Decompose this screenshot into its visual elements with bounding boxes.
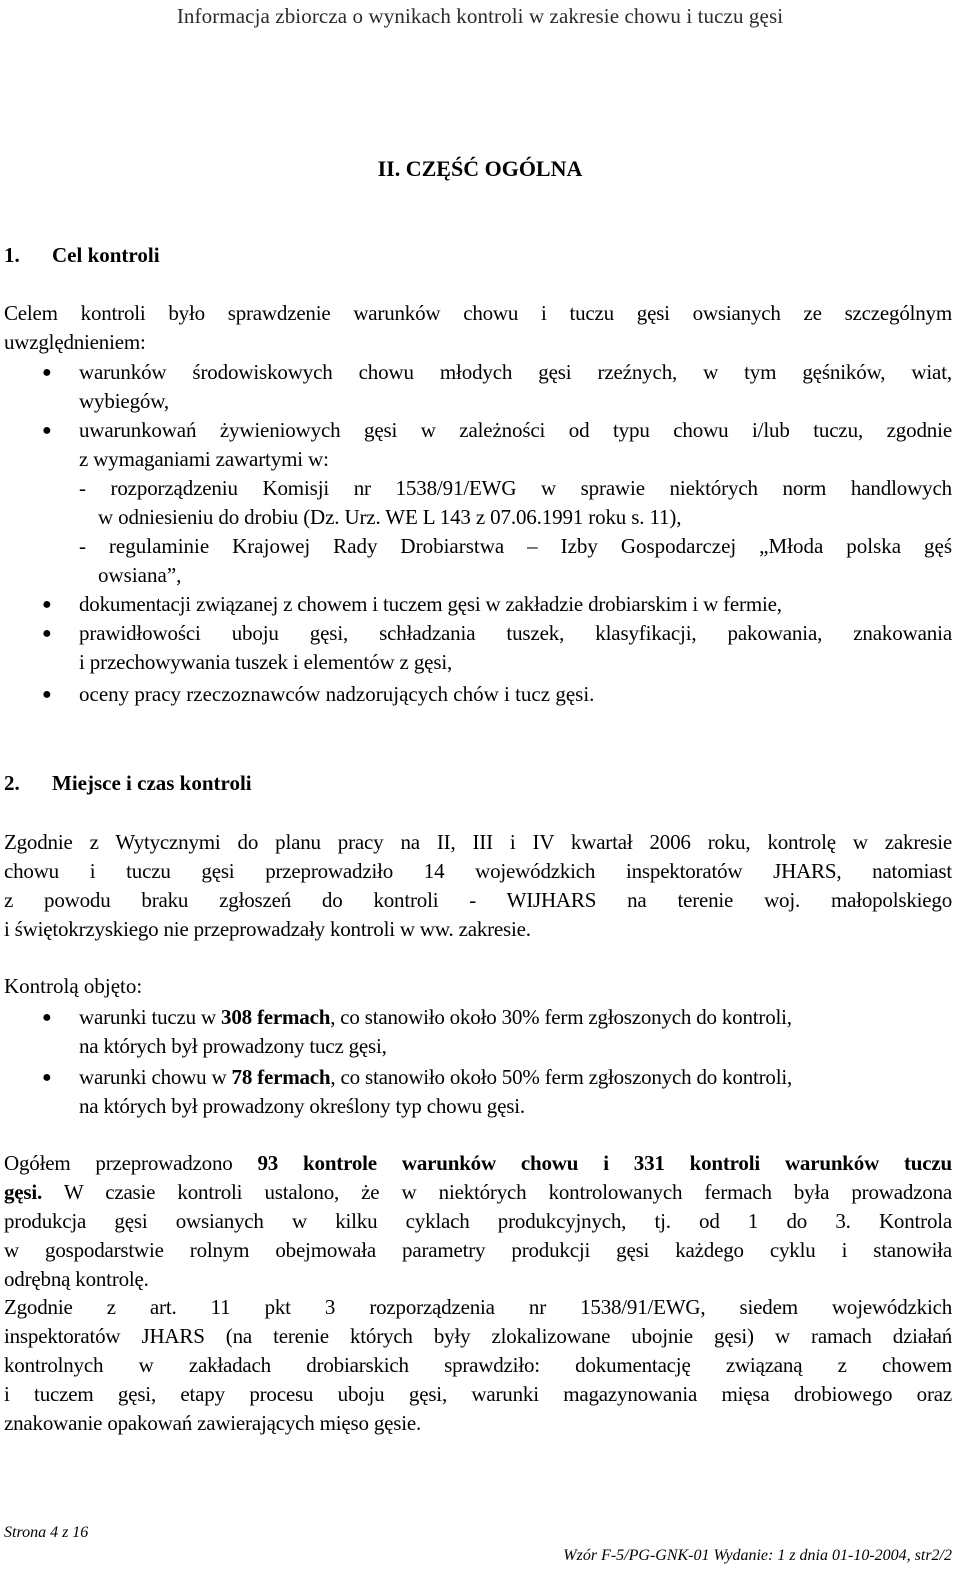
- heading-miejsce-i-czas: [4, 771, 252, 796]
- heading-number: 1.: [4, 243, 20, 267]
- miejsce-paragraph-3: [4, 1293, 952, 1438]
- text-line: z wymaganiami zawartymi w:: [79, 447, 329, 471]
- text-line: i tuczem gęsi, etapy procesu uboju gęsi, warunki magazynowania mięsa drobiowego oraz: [4, 1382, 952, 1406]
- bullet-icon: ●: [42, 596, 52, 613]
- text-line: kontrolnych w zakładach drobiarskich sprawdziło: dokumentację związaną z chowem: [4, 1353, 952, 1377]
- text-line: - rozporządzeniu Komisji nr 1538/91/EWG w sprawie niektórych norm handlowych: [79, 476, 952, 500]
- text-span: warunki chowu w: [79, 1065, 232, 1089]
- page-number: Strona 4 z 16: [4, 1524, 89, 1541]
- list-item: [0, 358, 952, 416]
- text-line: z powodu braku zgłoszeń do kontroli - WIJHARS na terenie woj. małopolskiego: [4, 888, 952, 912]
- list-item: [0, 474, 952, 532]
- heading-text: Cel kontroli: [52, 243, 160, 267]
- text-line: w odniesieniu do drobiu (Dz. Urz. WE L 143 z 07.06.1991 roku s. 11),: [98, 505, 682, 529]
- text-line: owsiana”,: [98, 563, 182, 587]
- page-header: Informacja zbiorcza o wynikach kontroli w zakresie chowu i tuczu gęsi: [176, 4, 784, 28]
- list-item: [0, 1003, 952, 1061]
- list-item: [0, 590, 952, 619]
- list-item: [0, 532, 952, 590]
- list-item: [0, 680, 952, 709]
- bullet-icon: ●: [42, 625, 52, 642]
- section-title: II. CZĘŚĆ OGÓLNA: [377, 156, 583, 181]
- heading-cel-kontroli: [4, 243, 160, 268]
- miejsce-paragraph-1: [4, 828, 952, 944]
- text-span: warunki tuczu w: [79, 1005, 222, 1029]
- text-line: uwzględnieniem:: [4, 330, 146, 354]
- text-line: w gospodarstwie rolnym obejmowała parametry produkcji gęsi każdego cyklu i stanowiła: [4, 1238, 952, 1262]
- miejsce-paragraph-2: [4, 1149, 952, 1294]
- text-span: , co stanowiło około 30% ferm zgłoszonych do kontroli,: [330, 1005, 792, 1029]
- text-line: - regulaminie Krajowej Rady Drobiarstwa – Izby Gospodarczej „Młoda polska gęś: [79, 534, 952, 558]
- bold-summary: gęsi.: [4, 1180, 43, 1204]
- text-line: prawidłowości uboju gęsi, schładzania tuszek, klasyfikacji, pakowania, znakowania: [79, 621, 952, 645]
- text-line: Celem kontroli było sprawdzenie warunków chowu i tuczu gęsi owsianych ze szczególnym: [4, 301, 952, 325]
- bullet-icon: ●: [42, 422, 52, 439]
- bullet-icon: ●: [42, 1069, 52, 1086]
- bullet-icon: ●: [42, 686, 52, 703]
- text-line: dokumentacji związanej z chowem i tuczem gęsi w zakładzie drobiarskim i w fermie,: [79, 592, 782, 616]
- bold-summary: 93 kontrole warunków chowu i 331 kontroli warunków tuczu: [257, 1151, 952, 1175]
- objeto-bullet-list: [0, 1003, 952, 1121]
- text-line: Zgodnie z art. 11 pkt 3 rozporządzenia nr 1538/91/EWG, siedem wojewódzkich: [4, 1295, 952, 1319]
- bold-count: 308 fermach: [221, 1005, 331, 1029]
- text-line: inspektoratów JHARS (na terenie których były zlokalizowane ubojnie gęsi) w ramach działań: [4, 1324, 952, 1348]
- text-span: Ogółem przeprowadzono: [4, 1151, 258, 1175]
- text-line: wybiegów,: [79, 389, 170, 413]
- text-line: uwarunkowań żywieniowych gęsi w zależności od typu chowu i/lub tuczu, zgodnie: [79, 418, 952, 442]
- bullet-icon: ●: [42, 1009, 52, 1026]
- text-line: oceny pracy rzeczoznawców nadzorujących chów i tucz gęsi.: [79, 682, 595, 706]
- bullet-icon: ●: [42, 364, 52, 381]
- text-line: znakowanie opakowań zawierających mięso gęsie.: [4, 1411, 422, 1435]
- objeto-label: Kontrolą objęto:: [4, 974, 143, 998]
- text-line: na których był prowadzony tucz gęsi,: [79, 1034, 387, 1058]
- bold-count: 78 fermach: [231, 1065, 331, 1089]
- text-line: i świętokrzyskiego nie przeprowadzały kontroli w ww. zakresie.: [4, 917, 531, 941]
- text-line: chowu i tuczu gęsi przeprowadziło 14 wojewódzkich inspektoratów JHARS, natomiast: [4, 859, 952, 883]
- text-line: warunków środowiskowych chowu młodych gęsi rzeźnych, w tym gęśników, wiat,: [79, 360, 952, 384]
- list-item: [0, 416, 952, 474]
- list-item: [0, 619, 952, 677]
- text-span: , co stanowiło około 50% ferm zgłoszonych do kontroli,: [330, 1065, 793, 1089]
- text-span: W czasie kontroli ustalono, że w niektórych kontrolowanych fermach była prowadzona: [42, 1180, 952, 1204]
- text-line: na których był prowadzony określony typ chowu gęsi.: [79, 1094, 525, 1118]
- list-item: [0, 1063, 952, 1121]
- text-line: odrębną kontrolę.: [4, 1267, 149, 1291]
- heading-text: Miejsce i czas kontroli: [52, 771, 252, 795]
- cel-intro: [4, 299, 952, 357]
- form-reference: Wzór F-5/PG-GNK-01 Wydanie: 1 z dnia 01-10-2004, str2/2: [563, 1547, 952, 1564]
- text-line: i przechowywania tuszek i elementów z gęsi,: [79, 650, 453, 674]
- cel-bullet-list: [0, 358, 952, 709]
- heading-number: 2.: [4, 771, 20, 795]
- text-line: produkcja gęsi owsianych w kilku cyklach produkcyjnych, tj. od 1 do 3. Kontrola: [4, 1209, 952, 1233]
- text-line: Zgodnie z Wytycznymi do planu pracy na II, III i IV kwartał 2006 roku, kontrolę w zakresie: [4, 830, 952, 854]
